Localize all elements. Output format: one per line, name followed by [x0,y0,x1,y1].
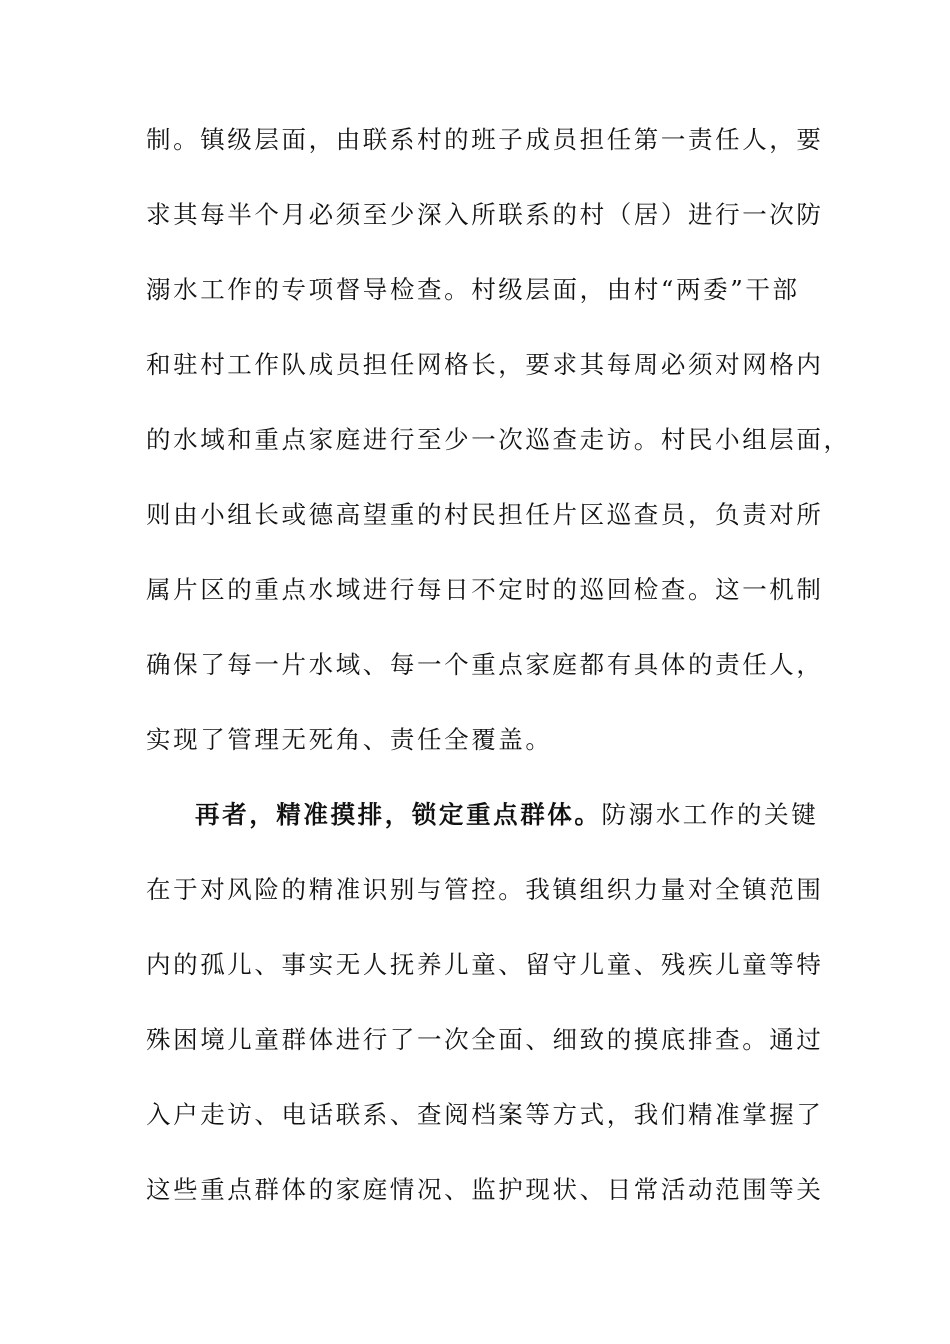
text-line: 入户走访、电话联系、查阅档案等方式，我们精准掌握了 [146,1100,824,1129]
text-line: 殊困境儿童群体进行了一次全面、细致的摸底排查。通过 [146,1025,824,1054]
text-line: 溺水工作的专项督导检查。村级层面，由村“两委”干部 [146,275,800,304]
text-line: 这些重点群体的家庭情况、监护现状、日常活动范围等关 [146,1175,824,1204]
text-line: 和驻村工作队成员担任网格长，要求其每周必须对网格内 [146,350,824,379]
text-line: 实现了管理无死角、责任全覆盖。 [146,725,553,754]
paragraph-first-line [195,795,855,835]
text-line: 制。镇级层面，由联系村的班子成员担任第一责任人，要 [146,125,824,154]
text-line: 内的孤儿、事实无人抚养儿童、留守儿童、残疾儿童等特 [146,950,824,979]
text-line: 确保了每一片水域、每一个重点家庭都有具体的责任人， [146,650,824,679]
paragraph-heading: 再者，精准摸排，锁定重点群体。 [195,800,602,829]
text-line: 的水域和重点家庭进行至少一次巡查走访。村民小组层面， [146,425,851,454]
text-line: 在于对风险的精准识别与管控。我镇组织力量对全镇范围 [146,875,824,904]
text-line: 求其每半个月必须至少深入所联系的村（居）进行一次防 [146,200,824,229]
paragraph-first-line-text: 防溺水工作的关键 [601,800,819,829]
text-line: 则由小组长或德高望重的村民担任片区巡查员，负责对所 [146,500,824,529]
text-line: 属片区的重点水域进行每日不定时的巡回检查。这一机制 [146,575,824,604]
